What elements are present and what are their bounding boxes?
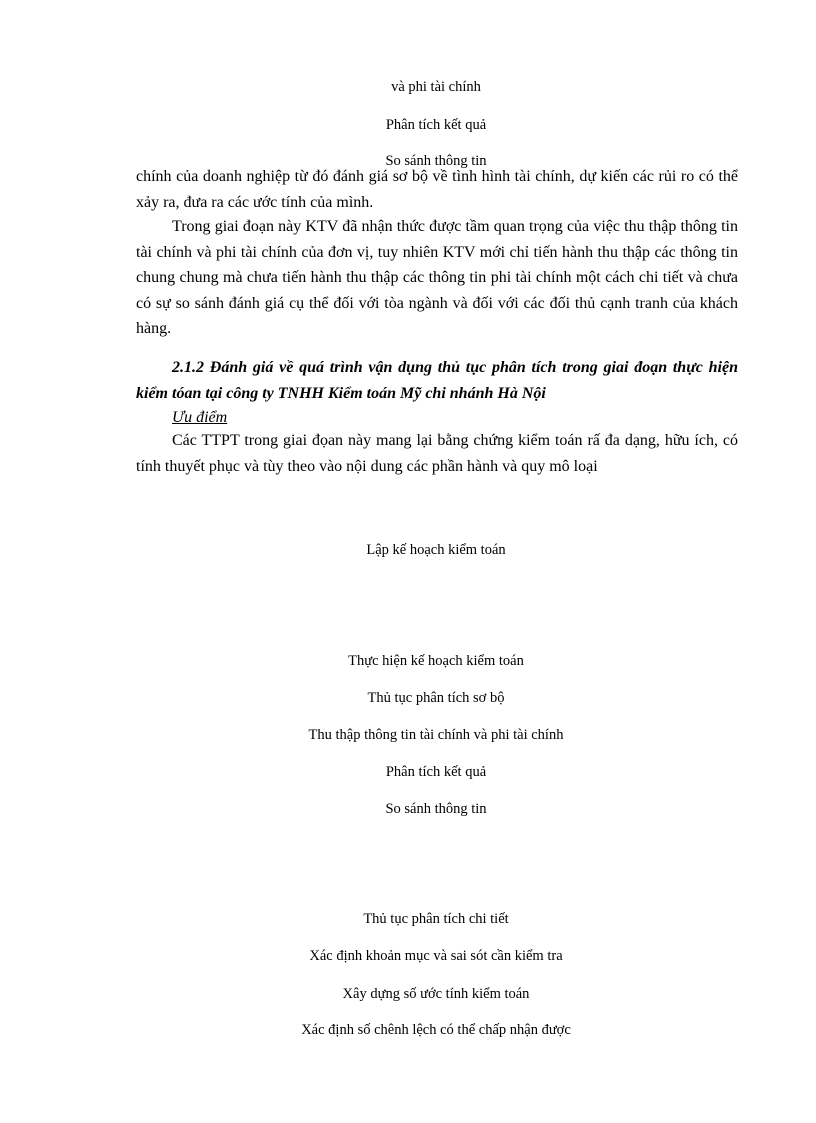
paragraph-2: Trong giai đoạn này KTV đã nhận thức được tầm quan trọng của việc thu thập thông tin tài chính và phi tài chính của đơn vị, tuy nhiên KTV mới chỉ tiến hành thu thập các thông tin chung chung mà chưa tiến hành thu thập các thông tin phi tài chính một cách chi tiết và chưa có sự so sánh đánh giá cụ thể đối với tòa ngành và đối với các đối thủ cạnh tranh của khách hàng.: [136, 218, 738, 337]
top-diagram-line-2: Phân tích kết quả: [385, 117, 487, 133]
top-diagram-line-3: So sánh thông tin: [385, 153, 487, 169]
top-diagram-line-1: và phi tài chính: [391, 79, 481, 95]
diagram-preliminary: Thủ tục phân tích sơ bộ: [367, 690, 505, 706]
section-heading: 2.1.2 Đánh giá về quá trình vận dụng thủ tục phân tích trong giai đoạn thực hiện kiểm tóan tại công ty TNHH Kiểm toán Mỹ chi nhánh Hà Nội: [136, 359, 738, 402]
paragraph-1: chính của doanh nghiệp từ đó đánh giá sơ bộ về tình hình tài chính, dự kiến các rủi ro có thể xảy ra, đưa ra các ước tính của mình.: [136, 168, 738, 211]
subheading-advantages: Ưu điểm: [172, 409, 228, 426]
paragraph-3: Các TTPT trong giai đọan này mang lại bằng chứng kiểm toán rấ đa dạng, hữu ích, có tính thuyết phục và tùy theo vào nội dung các phần hành và quy mô loại: [136, 432, 738, 475]
diagram-estimate: Xây dựng số ước tính kiểm toán: [342, 986, 530, 1002]
diagram-analyze: Phân tích kết quả: [385, 764, 487, 780]
diagram-detailed: Thủ tục phân tích chi tiết: [363, 911, 509, 927]
diagram-collect-info: Thu thập thông tin tài chính và phi tài chính: [308, 727, 564, 743]
diagram-acceptable: Xác định số chênh lệch có thể chấp nhận được: [301, 1022, 571, 1038]
diagram-compare: So sánh thông tin: [385, 801, 487, 817]
diagram-planning: Lập kế hoạch kiểm toán: [366, 542, 506, 558]
diagram-identify: Xác định khoản mục và sai sót cần kiểm tra: [309, 948, 563, 964]
diagram-execution: Thực hiện kế hoạch kiểm toán: [348, 653, 524, 669]
